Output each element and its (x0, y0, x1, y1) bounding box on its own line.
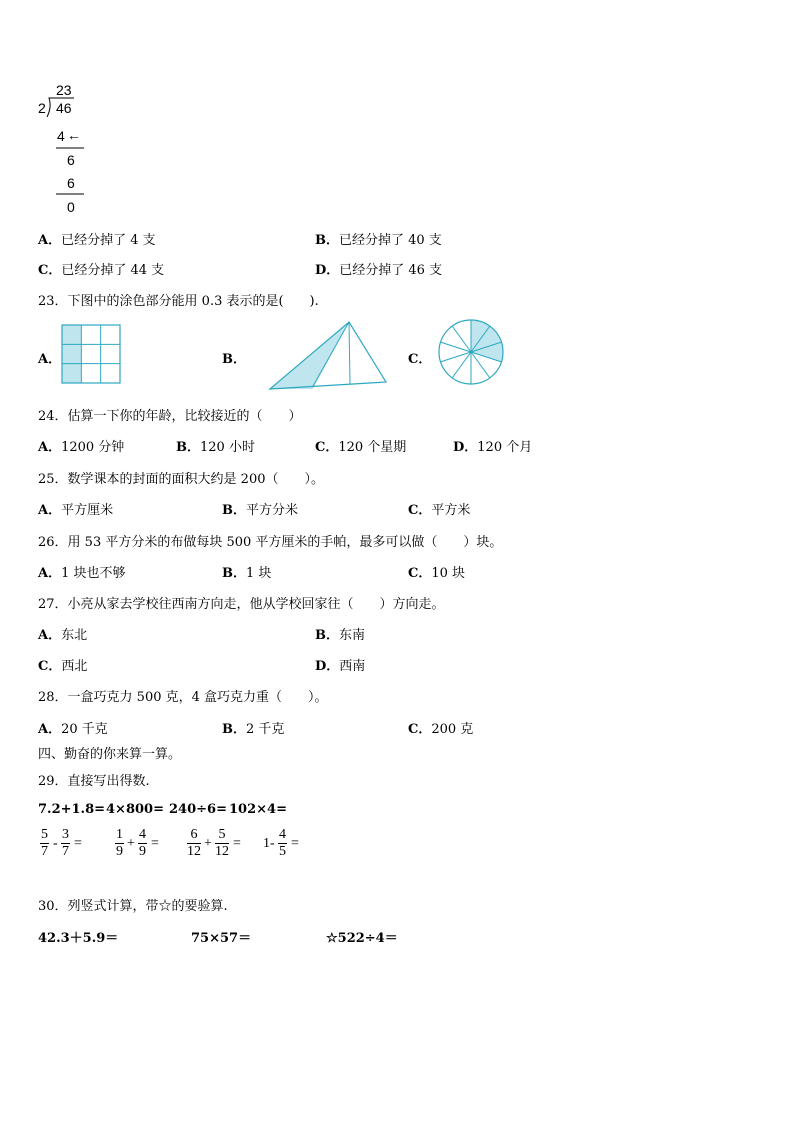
q25-option-b[interactable]: B．平方分米 (222, 503, 299, 518)
q23-option-b-letter[interactable]: B． (222, 352, 246, 367)
q27-option-a[interactable]: A．东北 (38, 628, 88, 643)
fraction: $\frac{1}{9}$ (116, 827, 123, 859)
q26-option-a[interactable]: A．1 块也不够 (38, 566, 126, 581)
section-heading: 四、勤奋的你来算一算。 (38, 747, 182, 762)
q25-stem: 25．数学课本的封面的面积大约是 200（ ）。 (38, 472, 324, 487)
fraction: $\frac{4}{5}$ (279, 827, 286, 859)
dividend: 46 (56, 100, 72, 116)
q27-option-b[interactable]: B．东南 (315, 628, 366, 643)
column-calc-3: ☆522÷4＝ (326, 931, 398, 946)
calc-2: 4×800= (106, 802, 164, 817)
q22-option-a[interactable]: A．已经分掉了 4 支 (38, 233, 156, 248)
q24-option-b[interactable]: B．120 小时 (176, 440, 255, 455)
fraction: $\frac{5}{7}$ (41, 827, 48, 859)
step2: 6 (67, 175, 75, 191)
q24-stem: 24．估算一下你的年龄，比较接近的（ ） (38, 409, 302, 424)
quotient: 23 (56, 82, 72, 98)
column-calc-1: 42.3＋5.9＝ (38, 931, 119, 946)
q30-stem: 30．列竖式计算，带☆的要验算. (38, 899, 228, 914)
q23-option-c-letter[interactable]: C． (408, 352, 432, 367)
division-line-2 (56, 193, 86, 195)
q28-option-b[interactable]: B．2 千克 (222, 722, 285, 737)
q28-stem: 28．一盒巧克力 500 克，4 盒巧克力重（ ）。 (38, 690, 328, 705)
q24-option-a[interactable]: A．1200 分钟 (38, 440, 125, 455)
step1: 4 (57, 128, 65, 144)
q26-option-b[interactable]: B．1 块 (222, 566, 272, 581)
calc-4: 102×4= (229, 802, 287, 817)
q23-stem: 23．下图中的涂色部分能用 0.3 表示的是( ). (38, 294, 319, 309)
circle-figure[interactable] (437, 318, 505, 386)
q27-option-d[interactable]: D．西南 (315, 659, 366, 674)
q22-option-c[interactable]: C．已经分掉了 44 支 (38, 263, 165, 278)
q24-option-c[interactable]: C．120 个星期 (315, 440, 407, 455)
q22-option-d[interactable]: D．已经分掉了 46 支 (315, 263, 443, 278)
fraction: $\frac{4}{9}$ (139, 827, 146, 859)
calc-1: 7.2+1.8= (38, 802, 106, 817)
fraction: $\frac{3}{7}$ (62, 827, 69, 859)
remainder-1: 6 (67, 152, 75, 168)
q23-option-a-letter[interactable]: A． (38, 352, 62, 367)
q25-option-c[interactable]: C．平方米 (408, 503, 471, 518)
arrow-left-icon: ← (67, 127, 81, 143)
q28-option-c[interactable]: C．200 克 (408, 722, 474, 737)
q26-stem: 26．用 53 平方分米的布做每块 500 平方厘米的手帕，最多可以做（ ）块。 (38, 535, 503, 550)
division-line-1 (56, 147, 86, 149)
q28-option-a[interactable]: A．20 千克 (38, 722, 108, 737)
q27-option-c[interactable]: C．西北 (38, 659, 88, 674)
fraction: $\frac{6}{12}$ (187, 827, 201, 859)
remainder-2: 0 (67, 199, 75, 215)
triangle-figure[interactable] (268, 320, 388, 390)
q22-option-b[interactable]: B．已经分掉了 40 支 (315, 233, 442, 248)
calc-3: 240÷6= (169, 802, 227, 817)
q29-stem: 29．直接写出得数. (38, 774, 150, 789)
q27-stem: 27．小亮从家去学校往西南方向走，他从学校回家往（ ）方向走。 (38, 597, 445, 612)
grid-figure[interactable] (62, 325, 120, 383)
q26-option-c[interactable]: C．10 块 (408, 566, 466, 581)
q25-option-a[interactable]: A．平方厘米 (38, 503, 114, 518)
divisor: 2 (38, 100, 46, 116)
fraction: $\frac{5}{12}$ (215, 827, 229, 859)
q24-option-d[interactable]: D．120 个月 (453, 440, 533, 455)
column-calc-2: 75×57＝ (191, 931, 252, 946)
